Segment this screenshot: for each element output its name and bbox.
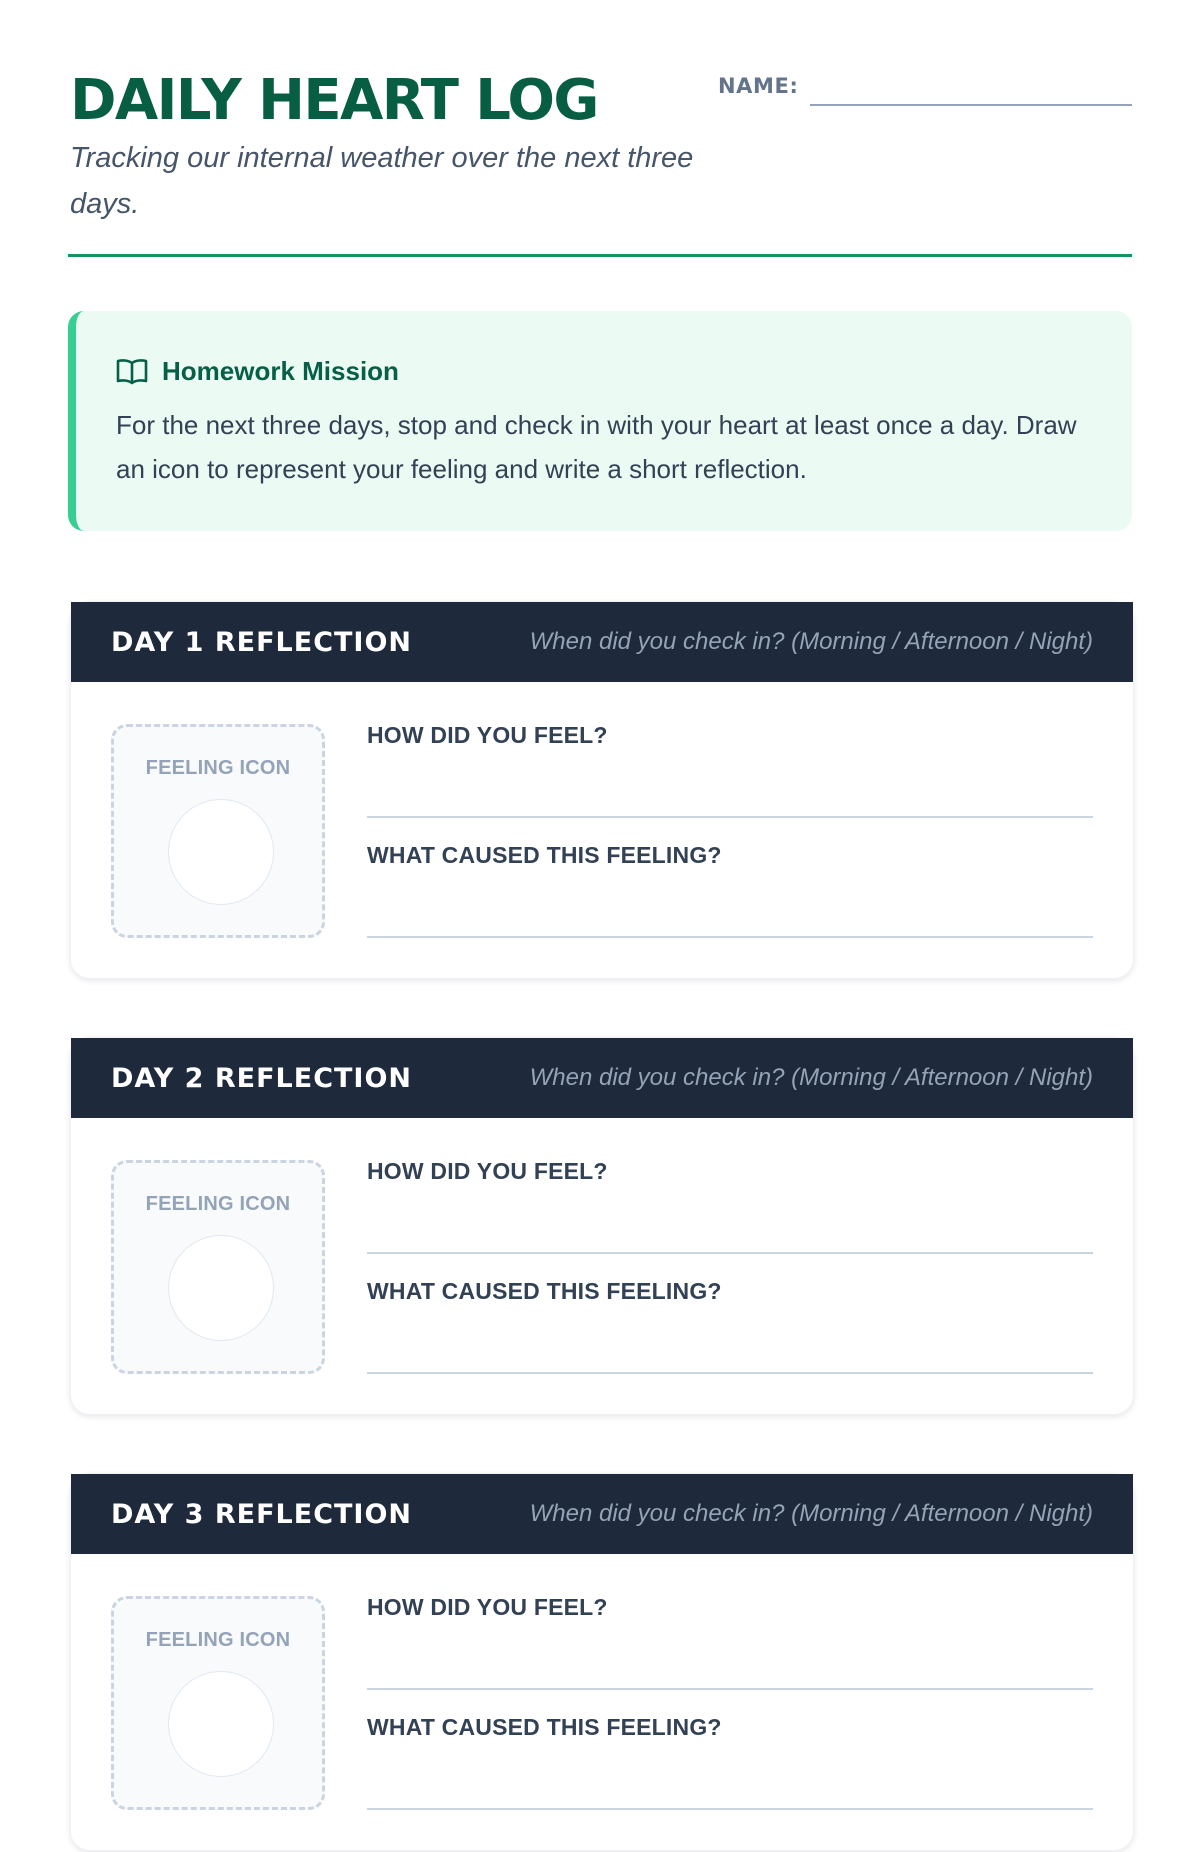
mission-text: For the next three days, stop and check in with your heart at least once a day. Draw an icon to represent your feeling and write a short reflection. [116,410,1077,484]
day-card-body [71,1118,1133,1416]
question-label: WHAT CAUSED THIS FEELING? [367,1714,722,1740]
how-did-you-feel-field[interactable] [367,722,1093,818]
feeling-icon-circle [168,1235,274,1341]
mission-header [116,351,1092,391]
check-in-time-prompt: When did you check in? (Morning / Afternoon / Night) [529,1500,1093,1527]
feeling-icon-circle [168,799,274,905]
feeling-icon-circle [168,1671,274,1777]
what-caused-feeling-field[interactable] [367,1714,1093,1810]
check-in-time-prompt: When did you check in? (Morning / Afternoon / Night) [529,1064,1093,1091]
day-card-header [71,602,1133,682]
day-2-card [70,1037,1134,1415]
worksheet-header [68,0,1132,257]
how-did-you-feel-field[interactable] [367,1594,1093,1690]
question-label: HOW DID YOU FEEL? [367,1158,608,1184]
day-title: DAY 1 REFLECTION [111,626,413,658]
page-title: DAILY HEART LOG [70,68,598,133]
how-did-you-feel-field[interactable] [367,1158,1093,1254]
feeling-icon-drawing-box[interactable] [111,724,325,938]
what-caused-feeling-field[interactable] [367,842,1093,938]
check-in-time-prompt: When did you check in? (Morning / Afternoon / Night) [529,628,1093,655]
feeling-icon-label: FEELING ICON [145,757,291,779]
question-label: WHAT CAUSED THIS FEELING? [367,842,722,868]
name-field-row [718,72,1132,108]
name-write-line[interactable] [810,104,1132,106]
day-title: DAY 2 REFLECTION [111,1062,413,1094]
page-subtitle: Tracking our internal weather over the next three days. [70,142,694,220]
day-1-card [70,601,1134,979]
question-label: HOW DID YOU FEEL? [367,1594,608,1620]
day-card-body [71,682,1133,980]
feeling-icon-label: FEELING ICON [145,1193,291,1215]
feeling-icon-drawing-box[interactable] [111,1160,325,1374]
day-card-header [71,1038,1133,1118]
day-3-card [70,1473,1134,1851]
open-book-icon [116,357,148,385]
question-label: HOW DID YOU FEEL? [367,722,608,748]
question-label: WHAT CAUSED THIS FEELING? [367,1278,722,1304]
day-card-header [71,1474,1133,1554]
day-card-body [71,1554,1133,1852]
name-label: NAME: [718,74,799,98]
homework-mission-box [68,311,1132,531]
feeling-icon-drawing-box[interactable] [111,1596,325,1810]
day-title: DAY 3 REFLECTION [111,1498,413,1530]
what-caused-feeling-field[interactable] [367,1278,1093,1374]
mission-title: Homework Mission [162,355,399,386]
feeling-icon-label: FEELING ICON [145,1629,291,1651]
